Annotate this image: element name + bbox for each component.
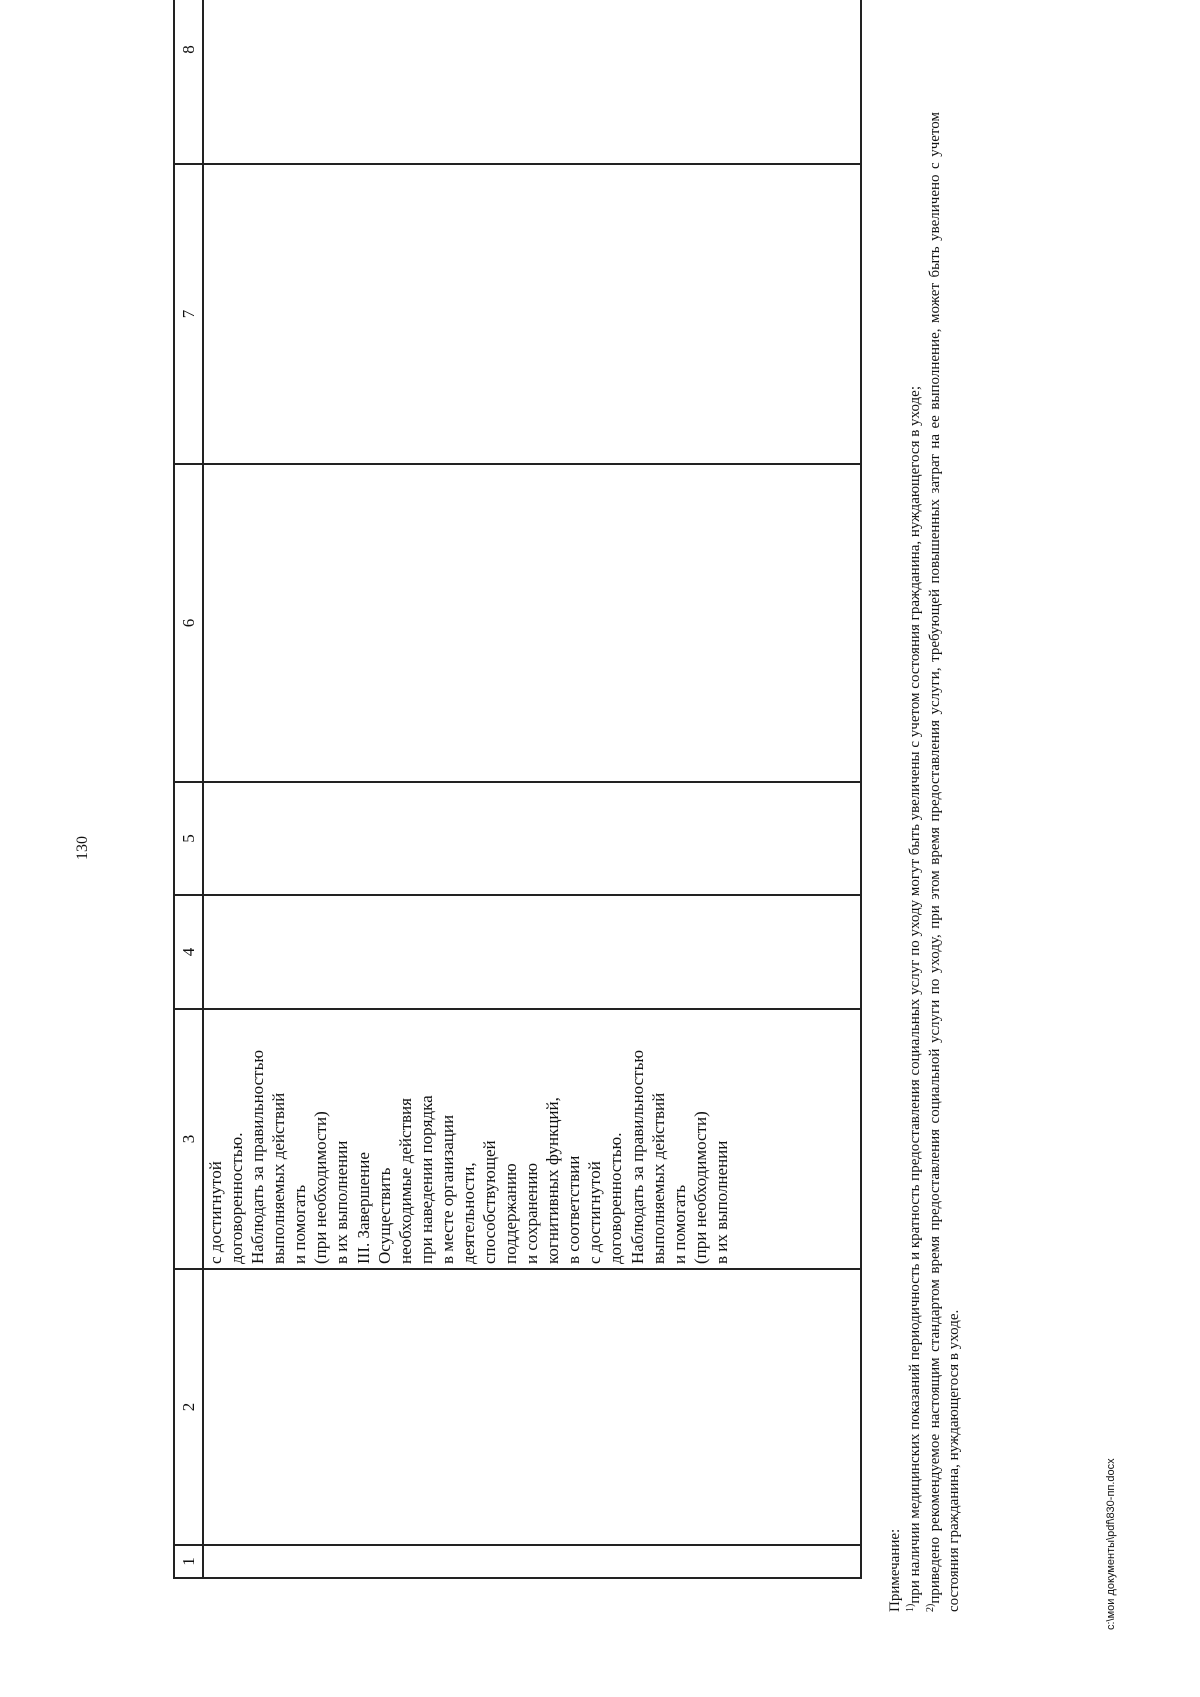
note-2-text: приведено рекомендуемое настоящим стандартом время предоставления социальной услуги по уходу, при этом время предоставления услуги, требующей повышенных затрат на ее выполнение, может быть увеличено с учетом состояния гражданина, нуждающегося в уходе. <box>927 112 963 1612</box>
notes-block <box>886 112 964 1612</box>
col-header-1: 1 <box>174 1545 203 1578</box>
note-2-marker: 2) <box>925 1603 937 1612</box>
col-header-4: 4 <box>174 895 203 1009</box>
cell-col-2 <box>203 1269 861 1545</box>
col-header-7: 7 <box>174 164 203 464</box>
standard-table <box>173 0 862 1579</box>
cell-col-8 <box>203 0 861 164</box>
table-wrapper <box>173 45 862 1579</box>
notes-title: Примечание: <box>887 1528 903 1612</box>
col-header-2: 2 <box>174 1269 203 1545</box>
cell-col-3: с достигнутой договоренностью. Наблюдать за правильностью выполняемых действий и помогать (при необходимости) в их выполнении III. Завершение Осуществить необходимые действия при наведении порядка в месте организации деятельности, способствующей поддержанию и сохранению когнитивных функций, в соответствии с достигнутой договоренностью. Наблюдать за правильностью выполняемых действий и помогать (при необходимости) в их выполнении <box>203 1009 861 1269</box>
page-number: 130 <box>74 836 91 860</box>
table-header-row <box>174 0 203 1578</box>
cell-col-4 <box>203 895 861 1009</box>
cell-col-7 <box>203 164 861 464</box>
cell-col-1 <box>203 1545 861 1578</box>
col-header-6: 6 <box>174 464 203 782</box>
col-header-5: 5 <box>174 782 203 895</box>
footer-file-path: c:\мои документы\pdf\830-пп.docx <box>1105 1458 1117 1630</box>
col-header-8: 8 <box>174 0 203 164</box>
cell-col-5 <box>203 782 861 895</box>
note-1-text: при наличии медицинских показаний периодичность и кратность предоставления социальных услуг по уходу могут быть увеличены с учетом состояния гражданина, нуждающегося в уходе; <box>907 385 924 1604</box>
note-1 <box>905 112 925 1612</box>
table-row <box>203 0 861 1578</box>
note-2 <box>925 112 964 1612</box>
col-header-3: 3 <box>174 1009 203 1269</box>
note-1-marker: 1) <box>905 1603 917 1612</box>
cell-col-6 <box>203 464 861 782</box>
